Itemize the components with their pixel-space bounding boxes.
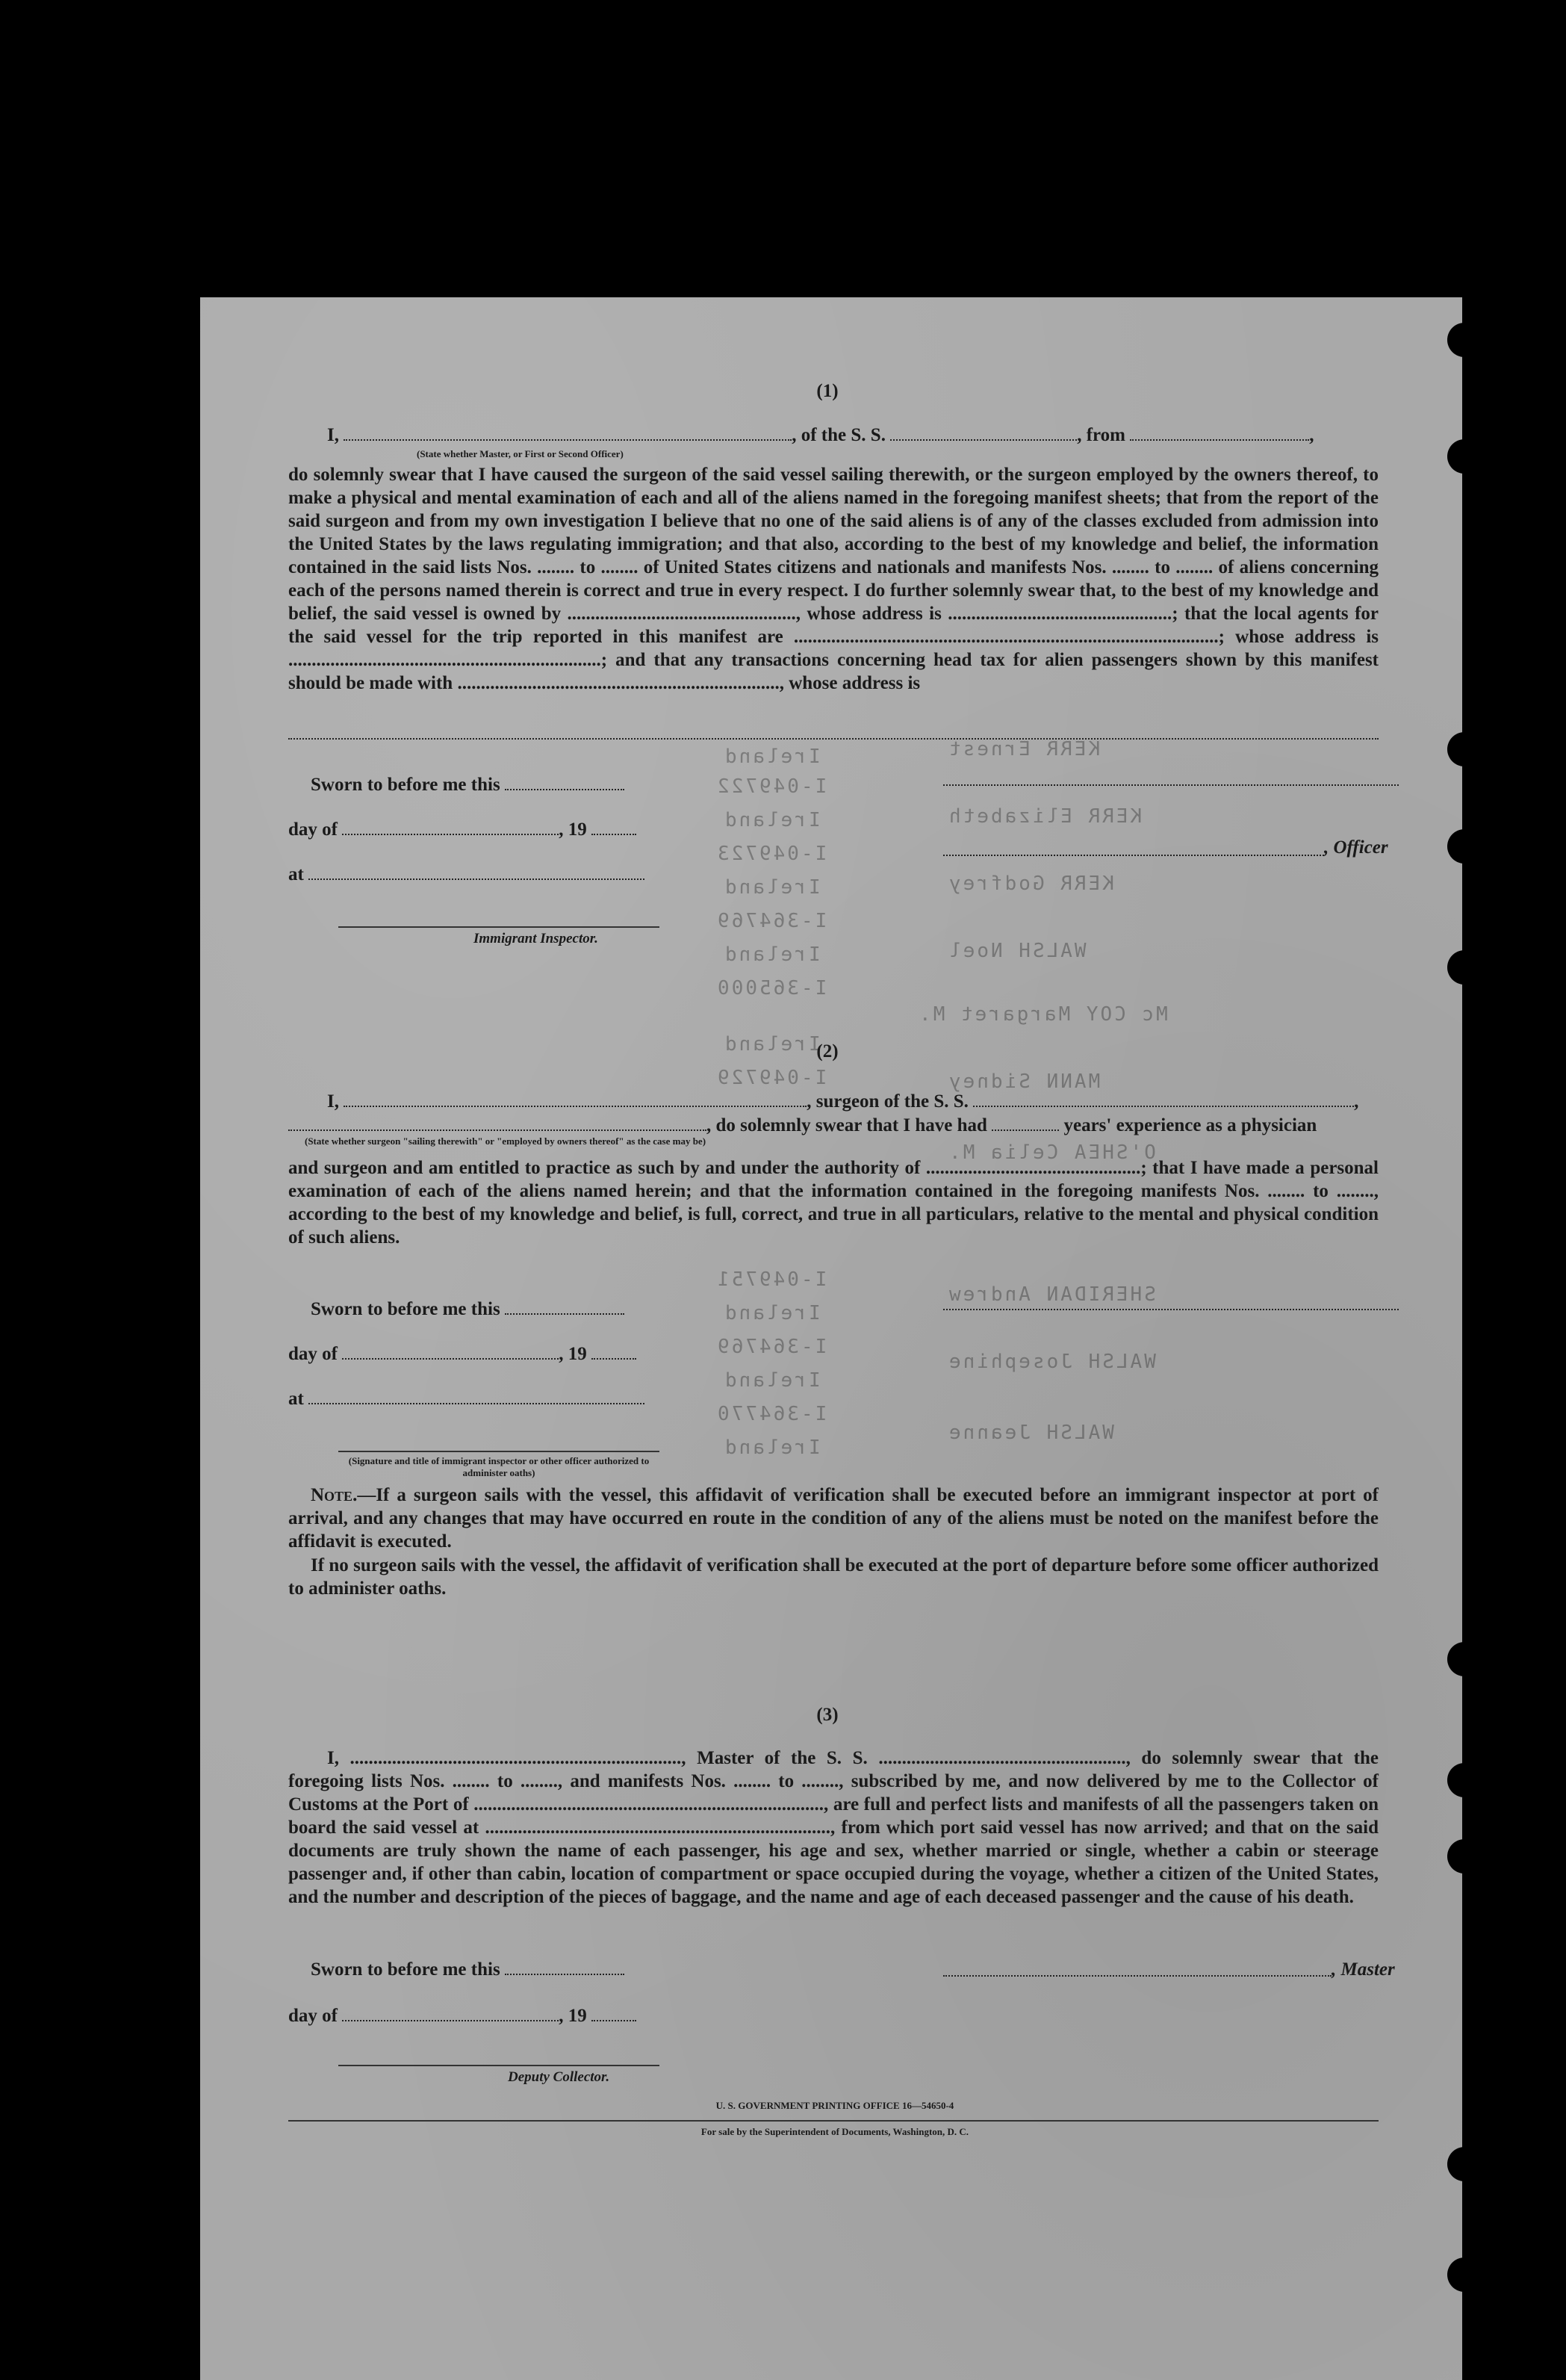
year-label: , 19 bbox=[559, 2006, 587, 2026]
surgeon-of-label: , surgeon of the S. S. bbox=[807, 1091, 969, 1112]
sworn-day-field[interactable] bbox=[505, 1297, 624, 1315]
year-field[interactable] bbox=[591, 817, 636, 835]
surgeon-status-field[interactable] bbox=[288, 1113, 706, 1131]
punch-hole bbox=[1447, 439, 1482, 474]
gpo-imprint: U. S. GOVERNMENT PRINTING OFFICE 16—54650-4 bbox=[715, 2100, 954, 2111]
bleed-name: WALSH Jeanne bbox=[947, 1422, 1114, 1444]
section-2-number: (2) bbox=[816, 1041, 839, 1062]
bleed-name: KERR Godfrey bbox=[947, 873, 1114, 895]
bleed-name: Mc COY Margaret M. bbox=[917, 1003, 1168, 1026]
sworn-line bbox=[311, 1297, 624, 1321]
section-3-body: I, ......................................................................., Master of the S. S. ....................................................., do solemnly swear that the foregoing lists Nos. ........ to ........, and manifests Nos. ........ to ........, subscribed by me, and now delivered by me to the Collector of Customs at the Port of ..........................................................................., are full and perfect lists and manifests of all the passengers taken on board the said vessel at .........................................................................., from which port said vessel has now arrived; and that on the said documents are truly shown the name of each passenger, his age and sex, whether married or single, whether a cabin or steerage passenger and, if other than cabin, location of compartment or space occupied during the voyage, whether a citizen of the United States, and the number and description of the pieces of baggage, and the name and age of each deceased passenger and the cause of his death. bbox=[288, 1748, 1379, 1907]
bleed-name: WALSH Noel bbox=[947, 940, 1087, 962]
master-signature-line[interactable] bbox=[943, 1975, 1332, 1977]
master-hint: (State whether Master, or First or Second Officer) bbox=[417, 448, 624, 459]
sworn-day-field[interactable] bbox=[505, 772, 624, 790]
section-2-body: and surgeon and am entitled to practice as such by and under the authority of ..............................................; that I have made a personal examination of each of the aliens named herein; and that the information contained in the foregoing manifests Nos. ........ to ........, according to the best of my knowledge and belief, is full, correct, and true in all particulars, relative to the mental and physical condition of such aliens. bbox=[288, 1158, 1379, 1248]
year-label: , 19 bbox=[559, 1344, 587, 1364]
day-of-line bbox=[288, 1342, 636, 1366]
year-label: , 19 bbox=[559, 819, 587, 840]
punch-hole bbox=[1447, 1763, 1482, 1797]
day-of-line bbox=[288, 2004, 636, 2027]
note-paragraph-2: If no surgeon sails with the vessel, the affidavit of verification shall be executed at the port of departure before some officer authorized to administer oaths. bbox=[288, 1555, 1379, 1599]
punch-hole bbox=[1447, 1642, 1482, 1676]
punch-hole bbox=[1447, 323, 1482, 357]
at-label: at bbox=[288, 864, 304, 884]
bleed-number: I-364769 bbox=[715, 1336, 827, 1358]
punch-hole bbox=[1447, 2257, 1482, 2292]
sworn-line bbox=[311, 1957, 624, 1981]
month-field[interactable] bbox=[342, 1342, 559, 1360]
bleed-name: KERR Elizabeth bbox=[947, 805, 1143, 828]
at-place-field[interactable] bbox=[308, 1386, 644, 1404]
bleed-number: I-364769 bbox=[715, 910, 827, 932]
sworn-day-field[interactable] bbox=[505, 1957, 624, 1975]
signature-line[interactable] bbox=[943, 1309, 1399, 1310]
bleed-number: I-364770 bbox=[715, 1403, 827, 1425]
bleed-number: I-049729 bbox=[715, 1067, 827, 1089]
bleed-country: Ireland bbox=[723, 1033, 821, 1056]
bleed-name: MANN Sidney bbox=[947, 1070, 1101, 1093]
day-of-line bbox=[288, 817, 636, 841]
day-of-label: day of bbox=[288, 1344, 338, 1364]
section-3-number: (3) bbox=[816, 1705, 839, 1725]
inspector-caption: Immigrant Inspector. bbox=[473, 931, 598, 946]
section-1-opening-line: I, , of the S. S. , from , bbox=[327, 423, 1314, 447]
bleed-number: I-049751 bbox=[715, 1268, 827, 1291]
year-field[interactable] bbox=[591, 1342, 636, 1360]
bleed-country: Ireland bbox=[723, 809, 821, 831]
address-line[interactable] bbox=[288, 738, 1379, 740]
section-2-opening-line: I, , surgeon of the S. S. , bbox=[327, 1089, 1358, 1113]
master-name-field[interactable] bbox=[344, 423, 792, 441]
signature-line[interactable] bbox=[943, 784, 1399, 786]
bleed-name: O'SHEA Celia M. bbox=[947, 1141, 1156, 1164]
from-label: , from bbox=[1077, 425, 1125, 445]
bleed-name: SHERIDAN Andrew bbox=[947, 1283, 1156, 1306]
punch-hole bbox=[1447, 732, 1482, 766]
bleed-number: I-049723 bbox=[715, 843, 827, 865]
bleed-number: I-049722 bbox=[715, 775, 827, 798]
vessel-name-field[interactable] bbox=[973, 1089, 1354, 1107]
surgeon-name-field[interactable] bbox=[344, 1089, 807, 1107]
year-field[interactable] bbox=[591, 2004, 636, 2021]
of-ss-label: , of the S. S. bbox=[792, 425, 886, 445]
i-label: I, bbox=[327, 425, 339, 445]
punch-hole bbox=[1447, 1839, 1482, 1874]
sworn-label: Sworn to before me this bbox=[311, 1959, 500, 1980]
i-label: I, bbox=[327, 1091, 339, 1112]
footer-rule bbox=[288, 2120, 1379, 2122]
officer-label: , Officer bbox=[1324, 837, 1388, 858]
inspector-signature-line[interactable] bbox=[338, 1451, 659, 1452]
collector-signature-line[interactable] bbox=[338, 2065, 659, 2066]
section-2-solemnly-line bbox=[288, 1113, 1317, 1137]
punch-hole bbox=[1447, 950, 1482, 985]
officer-line[interactable] bbox=[943, 855, 1324, 856]
bleed-number: I-365000 bbox=[715, 977, 827, 1000]
document-page bbox=[200, 297, 1462, 2380]
sworn-label: Sworn to before me this bbox=[311, 775, 500, 795]
at-place-field[interactable] bbox=[308, 862, 644, 880]
bleed-name: KERR Ernest bbox=[947, 738, 1101, 760]
bleed-country: Ireland bbox=[723, 1437, 821, 1459]
bleed-country: Ireland bbox=[723, 746, 821, 768]
signature-hint: (Signature and title of immigrant inspector or other officer authorized to administer oaths) bbox=[348, 1455, 650, 1478]
sworn-line bbox=[311, 772, 624, 796]
solemnly-label: , do solemnly swear that I have had bbox=[706, 1115, 987, 1135]
at-line bbox=[288, 862, 644, 886]
at-line bbox=[288, 1386, 644, 1410]
inspector-signature-line[interactable] bbox=[338, 926, 659, 928]
month-field[interactable] bbox=[342, 2004, 559, 2021]
bleed-name: WALSH Josephine bbox=[947, 1351, 1156, 1373]
from-port-field[interactable] bbox=[1130, 423, 1309, 441]
bleed-country: Ireland bbox=[723, 876, 821, 899]
collector-caption: Deputy Collector. bbox=[508, 2069, 610, 2085]
punch-hole bbox=[1447, 829, 1482, 864]
bleed-country: Ireland bbox=[723, 1302, 821, 1324]
surgeon-hint: (State whether surgeon "sailing therewith" or "employed by owners thereof" as the case may be) bbox=[305, 1135, 706, 1147]
sworn-label: Sworn to before me this bbox=[311, 1299, 500, 1319]
bleed-country: Ireland bbox=[723, 1369, 821, 1392]
years-field[interactable] bbox=[992, 1113, 1059, 1131]
section-1-body: do solemnly swear that I have caused the surgeon of the said vessel sailing therewith, or the surgeon employed by the owners thereof, to make a physical and mental examination of each and all of the aliens named in the foregoing manifest sheets; that from the report of the said surgeon and from my own investigation I believe that no one of the said aliens is of any of the classes excluded from admission into the United States by the laws regulating immigration; and that also, according to the best of my knowledge and belief, the information contained in the said lists Nos. ........ to ........ of United States citizens and nationals and manifests Nos. ........ to ........ of aliens concerning each of the persons named therein is correct and true in every respect. I do further solemnly swear that, to the best of my knowledge and belief, the said vessel is owned by ................................................., whose address is ................................................; that the local agents for the said vessel for the trip reported in this manifest are ...........................................................................................; whose address is ...................................................................; and that any transactions concerning head tax for alien passengers shown by this manifest should be made with ....................................................................., whose address is bbox=[288, 465, 1379, 693]
section-1-number: (1) bbox=[816, 381, 839, 401]
at-label: at bbox=[288, 1389, 304, 1409]
note-paragraph bbox=[288, 1484, 1379, 1553]
note-label: Note. bbox=[311, 1485, 358, 1505]
day-of-label: day of bbox=[288, 819, 338, 840]
master-label: , Master bbox=[1332, 1959, 1395, 1980]
punch-hole bbox=[1447, 2147, 1482, 2181]
years-label: years' experience as a physician bbox=[1063, 1115, 1317, 1135]
month-field[interactable] bbox=[342, 817, 559, 835]
bleed-country: Ireland bbox=[723, 943, 821, 966]
day-of-label: day of bbox=[288, 2006, 338, 2026]
sale-imprint: For sale by the Superintendent of Documents, Washington, D. C. bbox=[700, 2126, 969, 2137]
vessel-name-field[interactable] bbox=[890, 423, 1077, 441]
note-text: —If a surgeon sails with the vessel, this affidavit of verification shall be executed before an immigrant inspector at port of arrival, and any changes that may have occurred en route in the condition of any of the aliens must be noted on the manifest before the affidavit is executed. bbox=[288, 1485, 1379, 1552]
